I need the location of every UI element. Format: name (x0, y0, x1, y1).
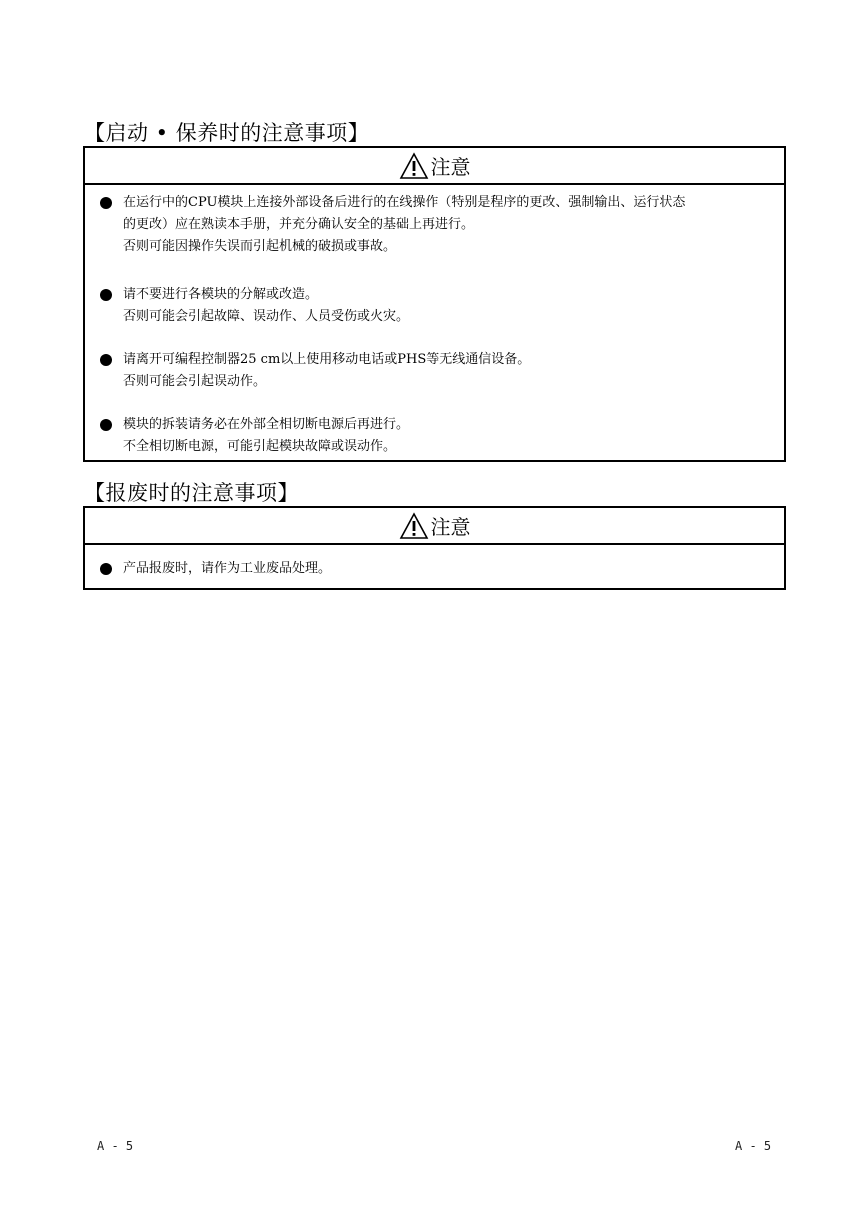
list-item (85, 284, 784, 328)
list-item (85, 414, 784, 458)
bullet-icon (100, 354, 112, 366)
item-line: 请离开可编程控制器25 cm以上使用移动电话或PHS等无线通信设备。 (123, 352, 531, 367)
warning-triangle-icon (399, 512, 429, 540)
item-line: 否则可能会引起误动作。 (123, 374, 267, 389)
bullet-icon (100, 563, 112, 575)
warning-triangle-icon (399, 152, 429, 180)
caution-label: 注意 (430, 155, 471, 179)
item-line: 不全相切断电源，可能引起模块故障或误动作。 (123, 439, 397, 454)
caution-label: 注意 (430, 515, 471, 539)
caution-header (85, 508, 784, 545)
bullet-icon (100, 289, 112, 301)
item-line: 否则可能因操作失误而引起机械的破损或事故。 (123, 239, 397, 254)
item-line: 在运行中的CPU模块上连接外部设备后进行的在线操作（特别是程序的更改、强制输出、运行状态 (123, 195, 686, 210)
list-item (85, 192, 784, 258)
item-line: 请不要进行各模块的分解或改造。 (123, 287, 319, 302)
page-number-left: A - 5 (97, 1139, 134, 1153)
bullet-icon (100, 197, 112, 209)
item-line: 模块的拆装请务必在外部全相切断电源后再进行。 (123, 417, 410, 432)
bullet-icon (100, 419, 112, 431)
caution-header (85, 148, 784, 185)
item-line: 否则可能会引起故障、误动作、人员受伤或火灾。 (123, 309, 410, 324)
page-number-right: A - 5 (735, 1139, 772, 1153)
section-title-maintenance: 【启动 • 保养时的注意事项】 (84, 121, 370, 145)
item-line: 产品报废时，请作为工业废品处理。 (123, 561, 332, 576)
caution-box-disposal (83, 506, 786, 590)
section-title-disposal: 【报废时的注意事项】 (84, 481, 299, 505)
caution-box-maintenance (83, 146, 786, 462)
list-item (85, 558, 784, 580)
item-line: 的更改）应在熟读本手册，并充分确认安全的基础上再进行。 (123, 217, 475, 232)
list-item (85, 349, 784, 393)
